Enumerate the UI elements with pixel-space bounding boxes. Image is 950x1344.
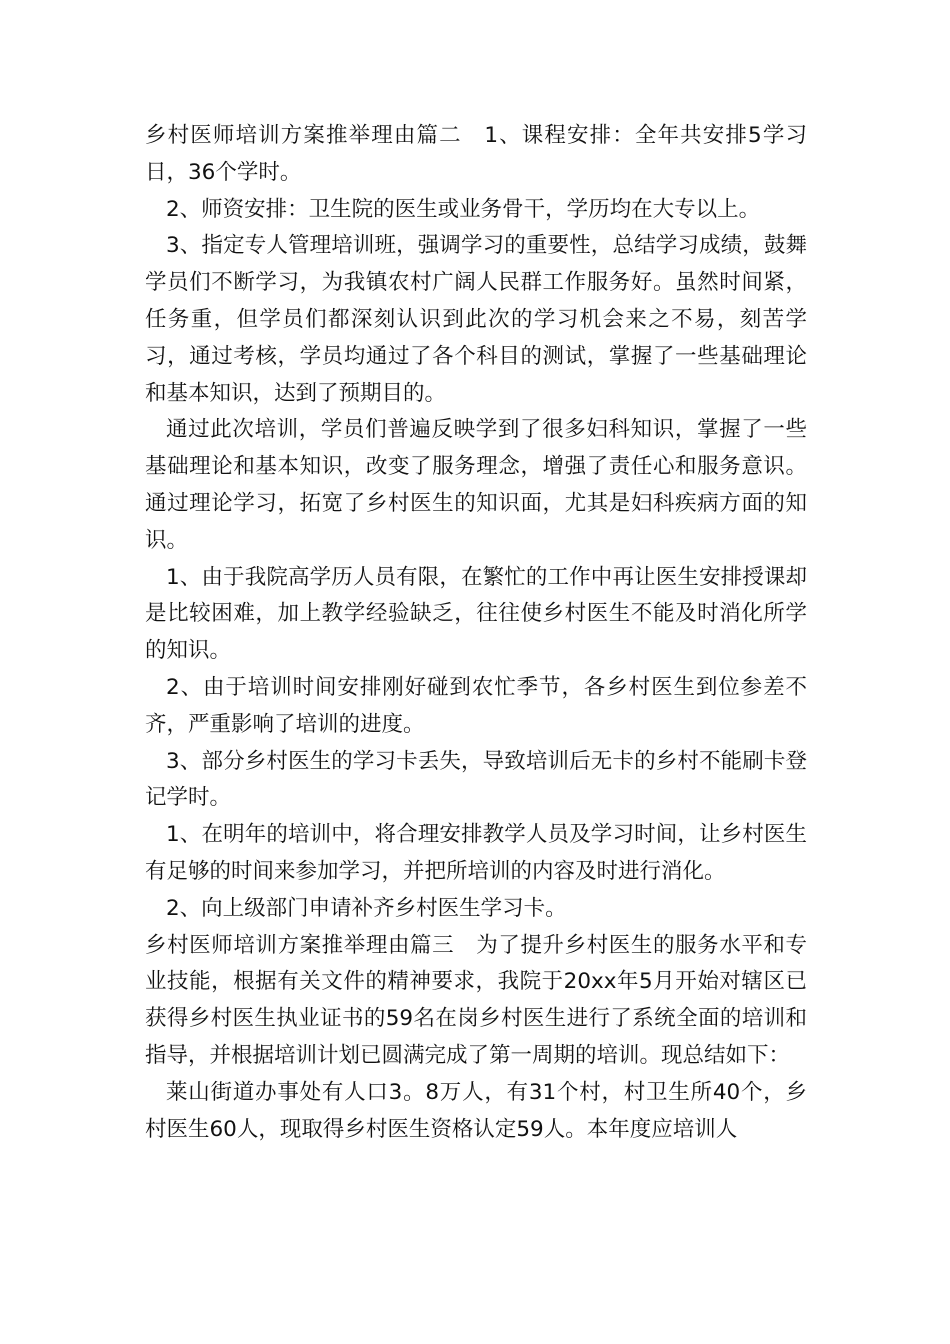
paragraph: 2、由于培训时间安排刚好碰到农忙季节，各乡村医生到位参差不齐，严重影响了培训的进度。 [145, 674, 807, 737]
paragraph: 3、指定专人管理培训班，强调学习的重要性，总结学习成绩，鼓舞学员们不断学习，为我镇农村广阔人民群工作服务好。虽然时间紧，任务重，但学员们都深刻认识到此次的学习机会来之不易，刻苦学习，通过考核，学员均通过了各个科目的测试，掌握了一些基础理论和基本知识，达到了预期目的。 [145, 233, 807, 406]
paragraph: 乡村医师培训方案推举理由篇三 为了提升乡村医生的服务水平和专业技能，根据有关文件的精神要求，我院于20xx年5月开始对辖区已获得乡村医生执业证书的59名在岗乡村医生进行了系统全面的培训和指导，并根据培训计划已圆满完成了第一周期的培训。现总结如下： [145, 932, 807, 1068]
paragraph: 2、师资安排：卫生院的医生或业务骨干，学历均在大专以上。 [166, 196, 761, 222]
paragraph: 乡村医师培训方案推举理由篇二 1、课程安排：全年共安排5学习日，36个学时。 [145, 123, 807, 185]
paragraph: 通过此次培训，学员们普遍反映学到了很多妇科知识，掌握了一些基础理论和基本知识，改变了服务理念，增强了责任心和服务意识。通过理论学习，拓宽了乡村医生的知识面，尤其是妇科疾病方面的知识。 [145, 417, 807, 553]
paragraph: 莱山街道办事处有人口3。8万人，有31个村，村卫生所40个，乡村医生60人，现取得乡村医生资格认定59人。本年度应培训人 [145, 1079, 807, 1142]
document-body [145, 118, 807, 1148]
paragraph: 3、部分乡村医生的学习卡丢失，导致培训后无卡的乡村不能刷卡登记学时。 [145, 748, 807, 811]
paragraph: 1、由于我院高学历人员有限，在繁忙的工作中再让医生安排授课却是比较困难，加上教学经验缺乏，往往使乡村医生不能及时消化所学的知识。 [145, 564, 807, 664]
paragraph: 1、在明年的培训中，将合理安排教学人员及学习时间，让乡村医生有足够的时间来参加学习，并把所培训的内容及时进行消化。 [145, 822, 807, 884]
paragraph: 2、向上级部门申请补齐乡村医生学习卡。 [166, 895, 567, 921]
